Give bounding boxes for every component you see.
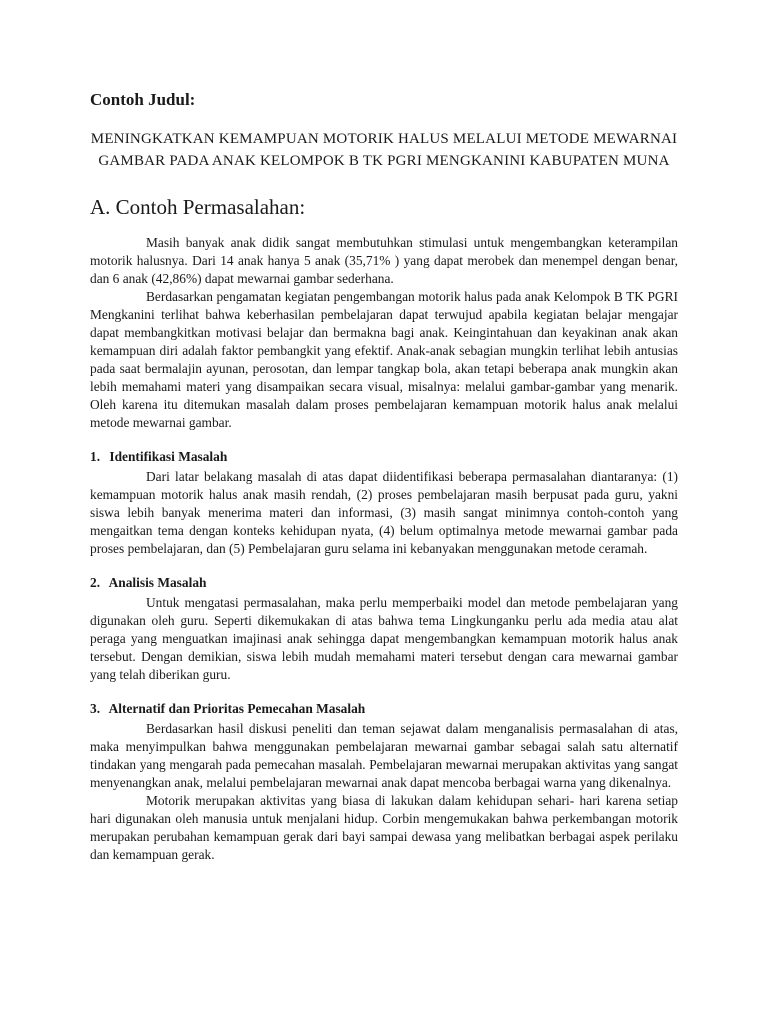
- subsection-3-number: 3.: [90, 701, 101, 716]
- subsection-2-title: Analisis Masalah: [108, 575, 207, 590]
- section-a-heading: A. Contoh Permasalahan:: [90, 195, 306, 219]
- subsection-1-number: 1.: [90, 449, 101, 464]
- subsection-2-paragraph: Untuk mengatasi permasalahan, maka perlu memperbaiki model dan metode pembelajaran yang digunakan oleh guru. Seperti dikemukakan di atas bahwa tema Lingkunganku perlu ada media atau alat peraga yang menguatkan imajinasi anak sehingga dapat mengembangkan kemampuan motorik halus anak tersebut. Dengan demikian, siswa lebih mudah memahami materi tersebut dengan cara mewarnai gambar yang telah diberikan guru.: [90, 595, 678, 682]
- title-line-2: GAMBAR PADA ANAK KELOMPOK B TK PGRI MENGKANINI KABUPATEN MUNA: [98, 153, 670, 169]
- section-a-paragraph-2: Berdasarkan pengamatan kegiatan pengembangan motorik halus pada anak Kelompok B TK PGRI Mengkanini terlihat bahwa keberhasilan pembelajaran dapat terwujud apabila kegiatan belajar mengajar dapat membangkitkan motivasi belajar dan bermakna bagi anak. Keingintahuan dan keyakinan anak akan kemampuan diri adalah faktor pembangkit yang efektif. Anak-anak sebagian mungkin terlihat lebih antusias pada saat bermalajin ayunan, perosotan, dan lempar tangkap bola, akan tetapi beberapa anak mungkin akan lebih memahami materi yang disampaikan secara visual, misalnya: melalui gambar-gambar yang menarik. Oleh karena itu ditemukan masalah dalam proses pembelajaran kemampuan motorik halus anak melalui metode mewarnai gambar.: [90, 289, 678, 430]
- subsection-3-paragraph-2: Motorik merupakan aktivitas yang biasa di lakukan dalam kehidupan sehari- hari karena setiap hari digunakan oleh manusia untuk menjalani hidup. Corbin mengemukakan bahwa perkembangan motorik merupakan perubahan kemampuan gerak dari bayi sampai dewasa yang melibatkan berbagai aspek perilaku dan kemampuan gerak.: [90, 793, 678, 862]
- document-page: [90, 90, 678, 864]
- subsection-3-paragraph-1: Berdasarkan hasil diskusi peneliti dan teman sejawat dalam menganalisis permasalahan di atas, maka menyimpulkan bahwa menggunakan pembelajaran mewarnai gambar sebagai salah satu alternatif tindakan yang mengarah pada pemecahan masalah. Pembelajaran mewarnai merupakan aktivitas yang sangat menyenangkan anak, melalui pembelajaran mewarnai anak dapat mencoba berbagai warna yang dikenalnya.: [90, 721, 678, 790]
- title-line-1: MENINGKATKAN KEMAMPUAN MOTORIK HALUS MELALUI METODE MEWARNAI: [90, 131, 678, 147]
- subsection-3-heading: [90, 700, 678, 718]
- subsection-1-title: Identifikasi Masalah: [109, 449, 228, 464]
- judul-label: Contoh Judul:: [90, 90, 196, 109]
- subsection-2-number: 2.: [90, 575, 101, 590]
- subsection-1-heading: [90, 448, 678, 466]
- document-title: [90, 128, 678, 172]
- subsection-1-paragraph: Dari latar belakang masalah di atas dapat diidentifikasi beberapa permasalahan diantaranya: (1) kemampuan motorik halus anak masih rendah, (2) proses pembelajaran masih berpusat pada guru, yakni siswa lebih banyak menerima materi dan informasi, (3) masih sangat minimnya contoh-contoh yang mengaitkan tema dengan konteks kehidupan nyata, (4) belum optimalnya metode mewarnai gambar pada proses pembelajaran, dan (5) Pembelajaran guru selama ini kebanyakan menggunakan metode ceramah.: [90, 469, 678, 556]
- section-a-paragraph-1: Masih banyak anak didik sangat membutuhkan stimulasi untuk mengembangkan keterampilan motorik halusnya. Dari 14 anak hanya 5 anak (35,71% ) yang dapat merobek dan menempel dengan benar, dan 6 anak (42,86%) dapat mewarnai gambar sederhana.: [90, 235, 678, 286]
- subsection-3-title: Alternatif dan Prioritas Pemecahan Masalah: [108, 701, 366, 716]
- subsection-2-heading: [90, 574, 678, 592]
